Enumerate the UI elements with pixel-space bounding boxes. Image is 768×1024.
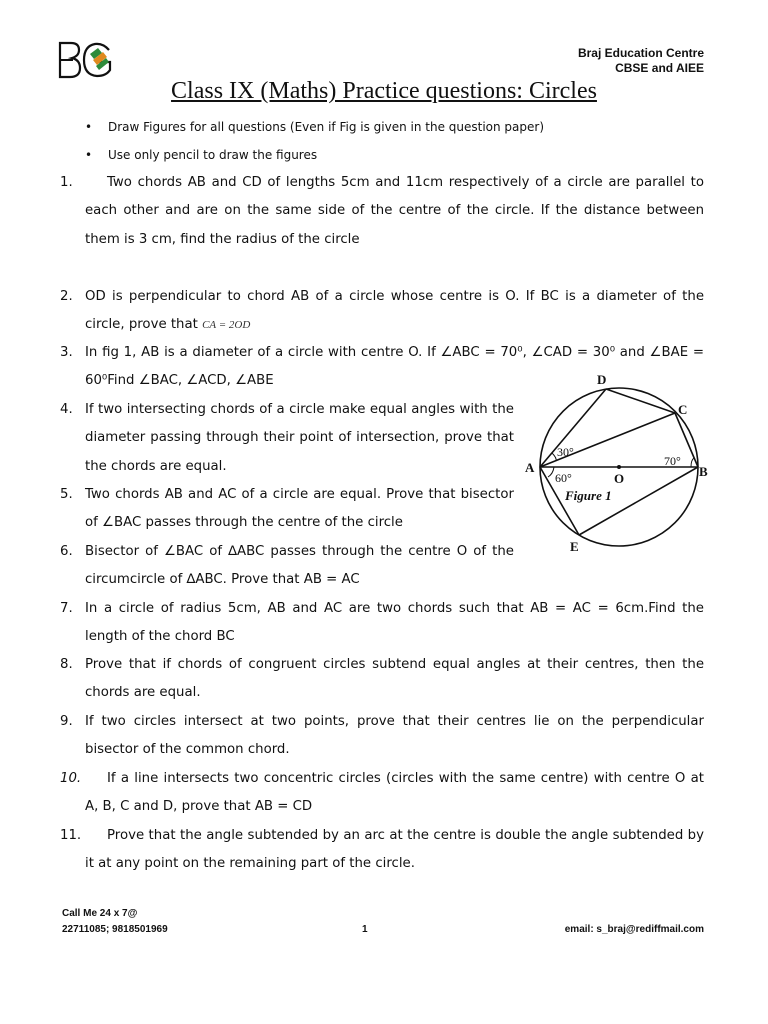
angle-arc-bae xyxy=(548,467,554,477)
chord-dc xyxy=(606,389,675,413)
bullet-icon: • xyxy=(85,120,93,134)
question-number: 6. xyxy=(60,544,73,559)
label-e: E xyxy=(570,539,579,554)
question-number: 5. xyxy=(60,487,73,502)
angle-label-70: 70° xyxy=(664,454,681,468)
question-4 xyxy=(60,396,514,481)
question-number: 7. xyxy=(60,601,73,616)
label-d: D xyxy=(597,372,607,387)
question-text: If two circles intersect at two points, prove that their centres lie on the perpendicular bisector of the common chord. xyxy=(85,714,704,758)
org-name-line: Braj Education Centre xyxy=(577,46,704,60)
question-1 xyxy=(60,169,704,254)
instruction-item xyxy=(85,119,705,147)
question-number: 1. xyxy=(60,175,73,190)
footer-phone-numbers: 22711085; 9818501969 xyxy=(62,924,168,935)
angle-arc-cad xyxy=(552,453,556,461)
question-number: 9. xyxy=(60,714,73,729)
figure-1-circle-diagram xyxy=(515,370,710,560)
question-text: Prove that the angle subtended by an arc at the centre is double the angle subtended by it at any point on the remaining part of the circle. xyxy=(85,828,704,872)
question-11 xyxy=(60,822,704,879)
question-text xyxy=(85,283,704,340)
question-number: 4. xyxy=(60,402,73,417)
org-board-line: CBSE and AIEE xyxy=(615,61,704,75)
question-number: 2. xyxy=(60,289,73,304)
math-expression: CA = 2OD xyxy=(202,319,251,332)
question-number: 10. xyxy=(60,771,82,786)
footer-email: email: s_braj@rediffmail.com xyxy=(564,924,704,935)
label-b: B xyxy=(699,464,708,479)
label-a: A xyxy=(525,460,535,475)
question-text: Two chords AB and AC of a circle are equal. Prove that bisector of ∠BAC passes through the centre of the circle xyxy=(85,487,514,531)
question-number: 11. xyxy=(60,828,82,843)
question-text: In a circle of radius 5cm, AB and AC are two chords such that AB = AC = 6cm.Find the length of the chord BC xyxy=(85,601,704,645)
question-number: 8. xyxy=(60,657,73,672)
question-7 xyxy=(60,595,704,652)
question-9 xyxy=(60,708,704,765)
question-5 xyxy=(60,481,514,538)
page-number: 1 xyxy=(362,924,368,935)
question-text: Bisector of ∠BAC of ∆ABC passes through the centre O of the circumcircle of ∆ABC. Prove that AB = AC xyxy=(85,544,514,588)
label-c: C xyxy=(678,402,688,417)
question-text: If two intersecting chords of a circle make equal angles with the diameter passing through their point of intersection, prove that the chords are equal. xyxy=(85,402,514,474)
instruction-text: Use only pencil to draw the figures xyxy=(108,148,318,162)
question-text: If a line intersects two concentric circles (circles with the same centre) with centre O at A, B, C and D, prove that AB = CD xyxy=(85,771,704,815)
logo-bec xyxy=(57,40,119,80)
figure-caption: Figure 1 xyxy=(565,488,612,503)
angle-label-30: 30° xyxy=(557,445,574,459)
question-text: In fig 1, AB is a diameter of a circle with centre O. If ∠ABC = 70⁰, ∠CAD = 30⁰ and ∠BAE = 60⁰Find ∠BAC, ∠ACD, ∠ABE xyxy=(85,345,704,389)
question-number: 3. xyxy=(60,345,73,360)
angle-label-60: 60° xyxy=(555,471,572,485)
center-point xyxy=(617,465,621,469)
question-text: Prove that if chords of congruent circles subtend equal angles at their centres, then the chords are equal. xyxy=(85,657,704,701)
question-2 xyxy=(60,283,704,340)
question-text: Two chords AB and CD of lengths 5cm and 11cm respectively of a circle are parallel to each other and are on the same side of the centre of the circle. If the distance between them is 3 cm, find the radius of the circle xyxy=(85,175,704,247)
angle-arc-abc xyxy=(691,458,694,467)
page-title: Class IX (Maths) Practice questions: Circles xyxy=(171,78,597,104)
question-text-main: OD is perpendicular to chord AB of a circle whose centre is O. If BC is a diameter of the circle, prove that xyxy=(85,289,704,333)
organization-name xyxy=(578,46,704,76)
question-6 xyxy=(60,538,514,595)
bullet-icon: • xyxy=(85,148,93,162)
question-8 xyxy=(60,651,704,708)
instruction-text: Draw Figures for all questions (Even if Fig is given in the question paper) xyxy=(108,120,545,134)
instructions-list xyxy=(85,119,705,175)
footer-call-line: Call Me 24 x 7@ xyxy=(62,908,138,919)
question-10 xyxy=(60,765,704,822)
label-o: O xyxy=(614,471,625,486)
